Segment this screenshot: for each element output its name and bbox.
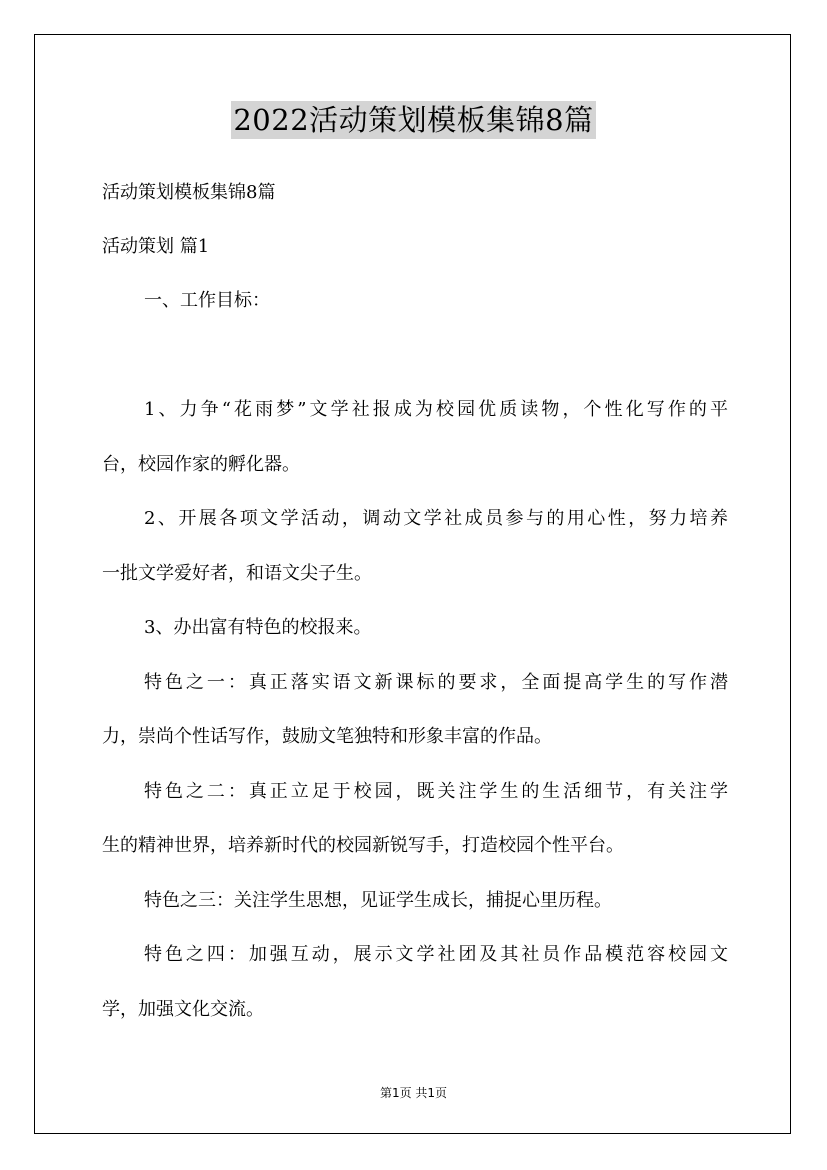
page-number-footer: 第1页 共1页 <box>379 1086 448 1100</box>
paragraph-line: 1、力争“花雨梦”文学社报成为校园优质读物，个性化写作的平 <box>144 399 728 420</box>
goal-heading: 一、工作目标： <box>144 290 270 311</box>
paragraph-line: 3、办出富有特色的校报来。 <box>144 617 372 638</box>
paragraph-line: 一批文学爱好者，和语文尖子生。 <box>102 563 372 584</box>
paragraph-line: 2、开展各项文学活动，调动文学社成员参与的用心性，努力培养 <box>144 508 728 529</box>
title-container <box>0 101 827 139</box>
section-heading: 活动策划 篇1 <box>102 236 210 257</box>
paragraph-line: 特色之四：加强互动，展示文学社团及其社员作品模范容校园文 <box>144 944 728 965</box>
paragraph-line: 特色之三：关注学生思想，见证学生成长，捕捉心里历程。 <box>144 890 612 911</box>
paragraph-line: 台，校园作家的孵化器。 <box>102 454 300 475</box>
paragraph-line: 特色之二：真正立足于校园，既关注学生的生活细节，有关注学 <box>144 781 728 802</box>
subtitle: 活动策划模板集锦8篇 <box>102 182 276 203</box>
paragraph-line: 学，加强文化交流。 <box>102 999 264 1020</box>
document-title: 2022活动策划模板集锦8篇 <box>233 103 594 137</box>
paragraph-line: 力，崇尚个性话写作，鼓励文笔独特和形象丰富的作品。 <box>102 726 552 747</box>
paragraph-line: 特色之一：真正落实语文新课标的要求，全面提高学生的写作潜 <box>144 672 728 693</box>
paragraph-line: 生的精神世界，培养新时代的校园新锐写手，打造校园个性平台。 <box>102 835 624 856</box>
